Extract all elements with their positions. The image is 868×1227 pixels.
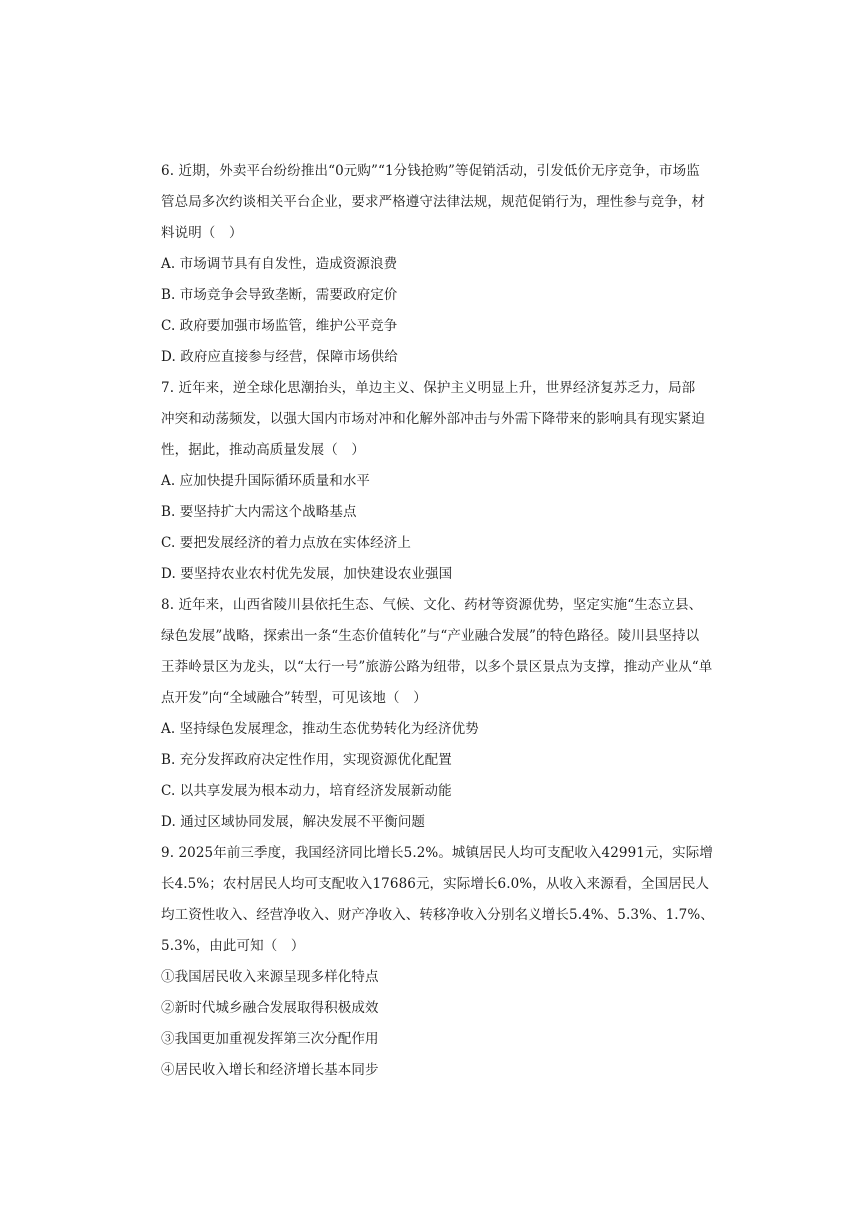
option-b: B. 要坚持扩大内需这个战略基点 bbox=[161, 504, 357, 520]
statement-3: ③我国更加重视发挥第三次分配作用 bbox=[161, 1031, 379, 1047]
question-7 bbox=[161, 373, 711, 590]
question-stem-line: 冲突和动荡频发，以强大国内市场对冲和化解外部冲击与外需下降带来的影响具有现实紧迫 bbox=[161, 411, 705, 427]
option-d: D. 要坚持农业农村优先发展，加快建设农业强国 bbox=[161, 566, 453, 582]
question-stem-line: 王莽岭景区为龙头，以“太行一号”旅游公路为纽带，以多个景区景点为支撑，推动产业从“单 bbox=[161, 659, 713, 675]
question-stem-line: 管总局多次约谈相关平台企业，要求严格遵守法律法规，规范促销行为，理性参与竞争，材 bbox=[161, 194, 705, 210]
option-b: B. 充分发挥政府决定性作用，实现资源优化配置 bbox=[161, 752, 452, 768]
statement-4: ④居民收入增长和经济增长基本同步 bbox=[161, 1062, 379, 1078]
question-stem-line: 5.3%，由此可知（ ） bbox=[161, 938, 305, 954]
statement-2: ②新时代城乡融合发展取得积极成效 bbox=[161, 1000, 379, 1016]
question-stem-line: 6. 近期，外卖平台纷纷推出“0元购”“1分钱抢购”等促销活动，引发低价无序竞争，市场监 bbox=[161, 163, 700, 179]
option-a: A. 应加快提升国际循环质量和水平 bbox=[161, 473, 371, 489]
option-d: D. 通过区域协同发展，解决发展不平衡问题 bbox=[161, 814, 426, 830]
question-stem-line: 7. 近年来，逆全球化思潮抬头，单边主义、保护主义明显上升，世界经济复苏乏力，局部 bbox=[161, 380, 696, 396]
question-9 bbox=[161, 838, 714, 1086]
question-stem-line: 均工资性收入、经营净收入、财产净收入、转移净收入分别名义增长5.4%、5.3%、1.7%、 bbox=[161, 907, 714, 923]
question-stem-line: 9. 2025年前三季度，我国经济同比增长5.2%。城镇居民人均可支配收入42991元，实际增 bbox=[161, 845, 713, 861]
option-c: C. 以共享发展为根本动力，培育经济发展新动能 bbox=[161, 783, 452, 799]
question-stem-line: 料说明（ ） bbox=[161, 225, 243, 241]
question-8 bbox=[161, 590, 711, 838]
question-stem-line: 长4.5%；农村居民人均可支配收入17686元，实际增长6.0%，从收入来源看，全国居民人 bbox=[161, 876, 710, 892]
question-list bbox=[161, 156, 714, 1086]
statement-1: ①我国居民收入来源呈现多样化特点 bbox=[161, 969, 379, 985]
option-c: C. 要把发展经济的着力点放在实体经济上 bbox=[161, 535, 411, 551]
question-stem-line: 绿色发展”战略，探索出一条“生态价值转化”与“产业融合发展”的特色路径。陵川县坚持以 bbox=[161, 628, 700, 644]
option-b: B. 市场竞争会导致垄断，需要政府定价 bbox=[161, 287, 398, 303]
question-stem-line: 8. 近年来，山西省陵川县依托生态、气候、文化、药材等资源优势，坚定实施“生态立县、 bbox=[161, 597, 703, 613]
option-a: A. 市场调节具有自发性，造成资源浪费 bbox=[161, 256, 398, 272]
option-c: C. 政府要加强市场监管，维护公平竞争 bbox=[161, 318, 398, 334]
option-a: A. 坚持绿色发展理念，推动生态优势转化为经济优势 bbox=[161, 721, 479, 737]
option-d: D. 政府应直接参与经营，保障市场供给 bbox=[161, 349, 398, 365]
question-stem-line: 性，据此，推动高质量发展（ ） bbox=[161, 442, 365, 458]
question-stem-line: 点开发”向“全域融合”转型，可见该地（ ） bbox=[161, 690, 427, 706]
question-6 bbox=[161, 156, 711, 373]
